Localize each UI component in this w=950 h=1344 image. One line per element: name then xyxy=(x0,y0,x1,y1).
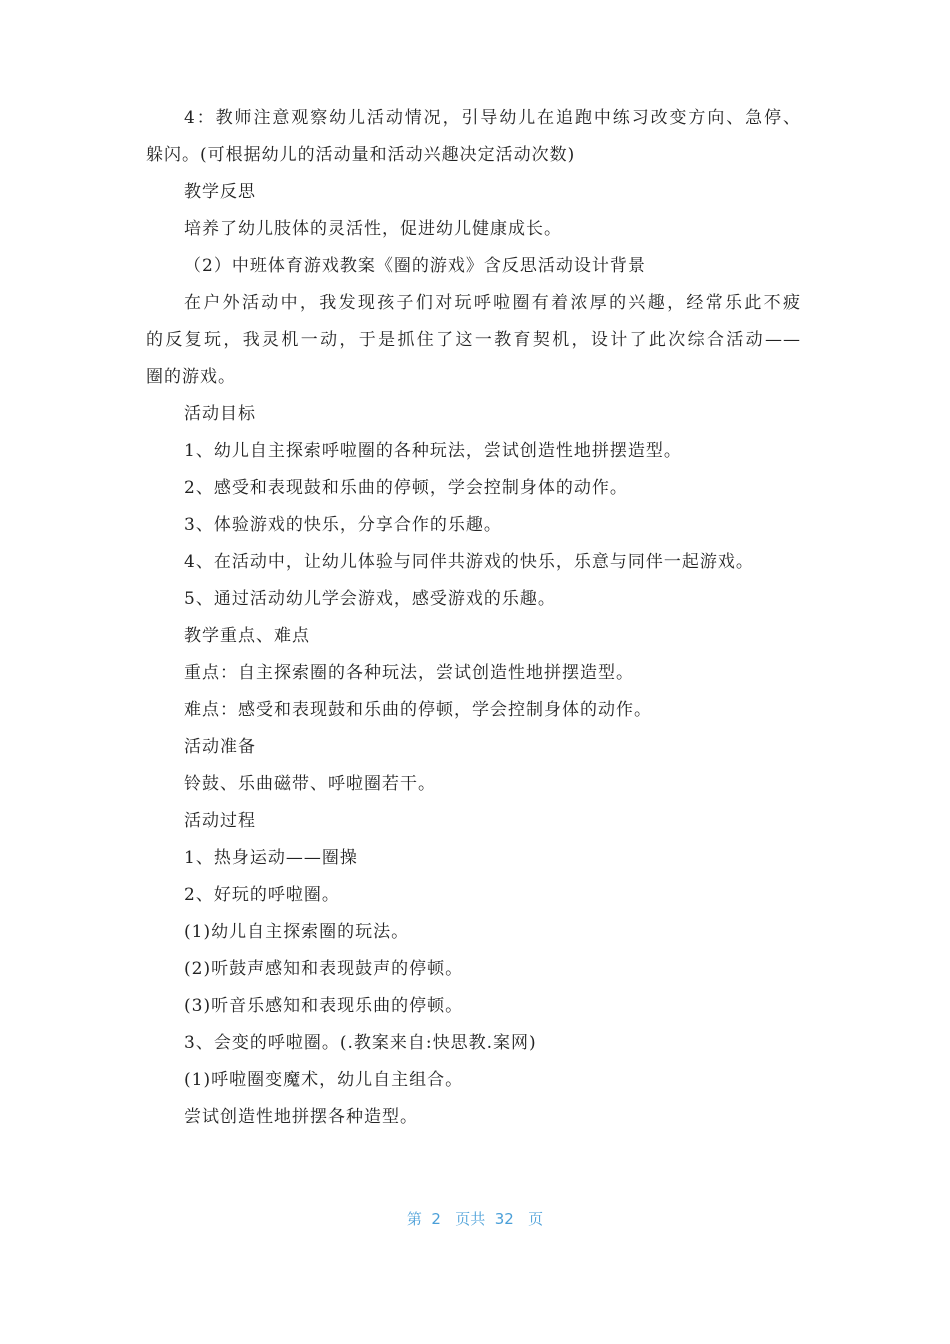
section-heading: 活动目标 xyxy=(184,404,256,424)
list-item: 4、在活动中，让幼儿体验与同伴共游戏的快乐，乐意与同伴一起游戏。 xyxy=(184,552,754,572)
paragraph-line: 的反复玩，我灵机一动，于是抓住了这一教育契机，设计了此次综合活动—— xyxy=(146,330,801,350)
list-item: 2、感受和表现鼓和乐曲的停顿，学会控制身体的动作。 xyxy=(184,478,628,498)
paragraph-line: 铃鼓、乐曲磁带、呼啦圈若干。 xyxy=(184,774,436,794)
list-item: 5、通过活动幼儿学会游戏，感受游戏的乐趣。 xyxy=(184,589,556,609)
document-body xyxy=(146,100,801,1136)
paragraph-line: 难点：感受和表现鼓和乐曲的停顿，学会控制身体的动作。 xyxy=(184,700,652,720)
list-item: (1)呼啦圈变魔术，幼儿自主组合。 xyxy=(184,1070,464,1090)
list-item: 1、幼儿自主探索呼啦圈的各种玩法，尝试创造性地拼摆造型。 xyxy=(184,441,682,461)
list-item: 3、会变的呼啦圈。(.教案来自:快思教.案网) xyxy=(184,1033,537,1053)
section-heading: 教学反思 xyxy=(184,182,256,202)
paragraph-line: 培养了幼儿肢体的灵活性，促进幼儿健康成长。 xyxy=(184,219,562,239)
paragraph-line: 尝试创造性地拼摆各种造型。 xyxy=(184,1107,418,1127)
section-heading: 活动过程 xyxy=(184,811,256,831)
list-item: 1、热身运动——圈操 xyxy=(184,848,358,868)
paragraph-line: 躲闪。(可根据幼儿的活动量和活动兴趣决定活动次数) xyxy=(146,145,576,165)
list-item: (2)听鼓声感知和表现鼓声的停顿。 xyxy=(184,959,464,979)
section-heading: 活动准备 xyxy=(184,737,256,757)
section-heading: （2）中班体育游戏教案《圈的游戏》含反思活动设计背景 xyxy=(184,256,646,276)
paragraph-line: 重点：自主探索圈的各种玩法，尝试创造性地拼摆造型。 xyxy=(184,663,634,683)
list-item: 3、体验游戏的快乐，分享合作的乐趣。 xyxy=(184,515,502,535)
section-heading: 教学重点、难点 xyxy=(184,626,310,646)
page-number-footer: 第 2 页共 32 页 xyxy=(406,1210,544,1228)
list-item: (3)听音乐感知和表现乐曲的停顿。 xyxy=(184,996,464,1016)
paragraph-line: 圈的游戏。 xyxy=(146,367,236,387)
list-item: 2、好玩的呼啦圈。 xyxy=(184,885,340,905)
list-item: (1)幼儿自主探索圈的玩法。 xyxy=(184,922,410,942)
paragraph-line: 在户外活动中，我发现孩子们对玩呼啦圈有着浓厚的兴趣，经常乐此不疲 xyxy=(184,293,801,313)
paragraph-line: 4：教师注意观察幼儿活动情况，引导幼儿在追跑中练习改变方向、急停、 xyxy=(184,108,801,128)
